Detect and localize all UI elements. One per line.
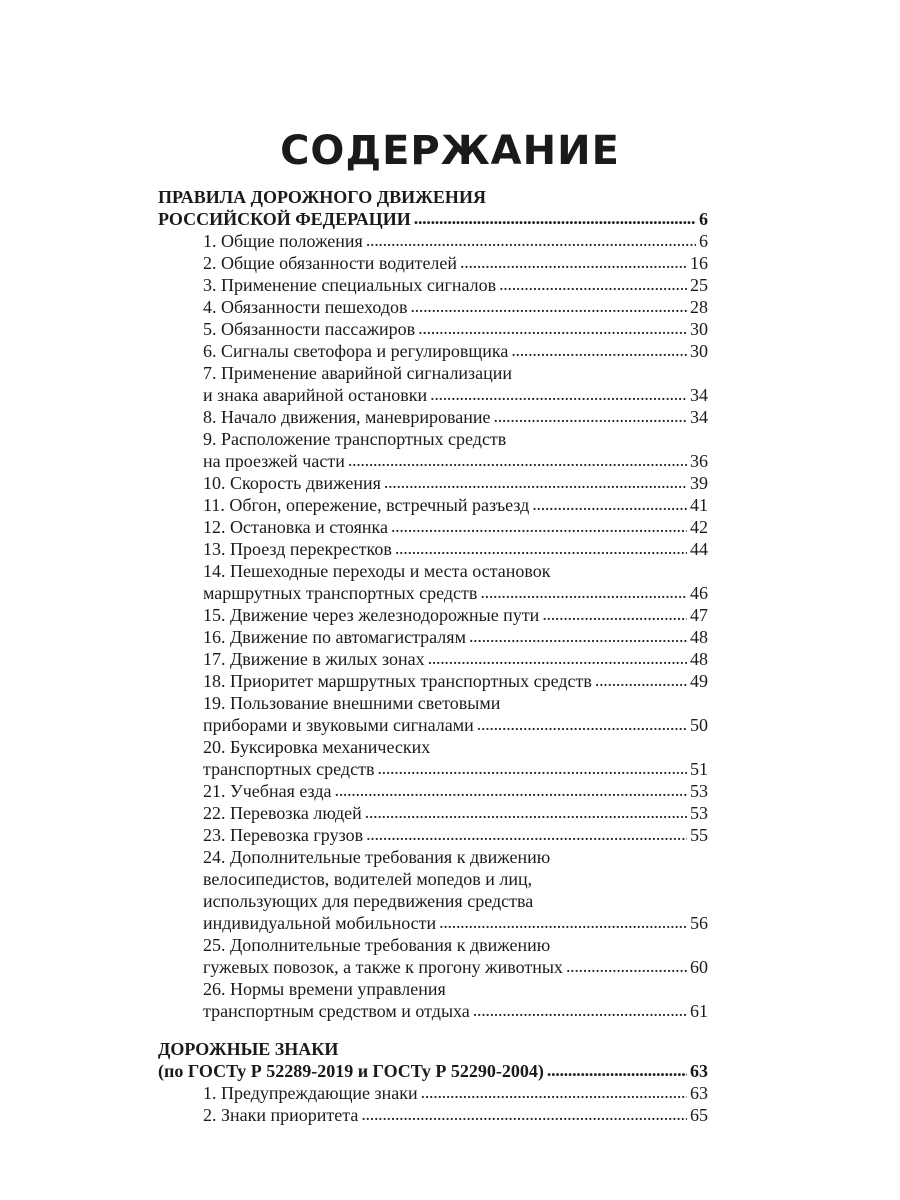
toc-entry-line bbox=[158, 560, 708, 582]
section-heading bbox=[158, 1038, 708, 1060]
toc-entry-line bbox=[158, 362, 708, 384]
toc-entry-text: 5. Обязанности пассажиров bbox=[203, 319, 416, 339]
page-number: 53 bbox=[690, 803, 708, 823]
toc-entry-text: и знака аварийной остановки bbox=[203, 385, 428, 405]
toc-line-text: 26. Нормы времени управления bbox=[203, 979, 446, 999]
dot-leader bbox=[595, 670, 687, 691]
toc-entry[interactable] bbox=[158, 230, 708, 252]
dot-leader bbox=[428, 648, 687, 669]
toc-line-text: 24. Дополнительные требования к движению bbox=[203, 847, 551, 867]
toc-line-text: использующих для передвижения средства bbox=[203, 891, 534, 911]
toc-entry-text: на проезжей части bbox=[203, 451, 345, 471]
toc-line-text: велосипедистов, водителей мопедов и лиц, bbox=[203, 869, 533, 889]
page-number: 6 bbox=[699, 231, 708, 251]
toc-entry-text: индивидуальной мобильности bbox=[203, 913, 437, 933]
toc-entry-text: транспортным средством и отдыха bbox=[203, 1001, 470, 1021]
toc-entry[interactable] bbox=[158, 538, 708, 560]
dot-leader bbox=[430, 384, 687, 405]
toc-entry[interactable] bbox=[158, 296, 708, 318]
toc-line-text: 7. Применение аварийной сигнализации bbox=[203, 363, 513, 383]
page-number: 48 bbox=[690, 649, 708, 669]
toc-entry[interactable] bbox=[158, 670, 708, 692]
page-number: 46 bbox=[690, 583, 708, 603]
toc-entry-text: 11. Обгон, опережение, встречный разъезд bbox=[203, 495, 530, 515]
dot-leader bbox=[395, 538, 687, 559]
toc-entry-line bbox=[158, 868, 708, 890]
section-heading-entry[interactable] bbox=[158, 1060, 708, 1082]
toc-entry-text: 21. Учебная езда bbox=[203, 781, 332, 801]
toc-entry-text: 1. Общие положения bbox=[203, 231, 363, 251]
toc-entry-text: (по ГОСТу Р 52289-2019 и ГОСТу Р 52290-2004) bbox=[158, 1061, 544, 1081]
toc-entry-line bbox=[158, 890, 708, 912]
toc-line-text: ДОРОЖНЫЕ ЗНАКИ bbox=[158, 1039, 339, 1059]
dot-leader bbox=[410, 296, 687, 317]
dot-leader bbox=[414, 208, 696, 229]
dot-leader bbox=[477, 714, 687, 735]
page-number: 25 bbox=[690, 275, 708, 295]
toc-entry-text: 12. Остановка и стоянка bbox=[203, 517, 388, 537]
toc-entry[interactable] bbox=[158, 802, 708, 824]
toc-entry-text: гужевых повозок, а также к прогону животных bbox=[203, 957, 563, 977]
toc-entry[interactable] bbox=[158, 384, 708, 406]
dot-leader bbox=[532, 494, 687, 515]
page-number: 56 bbox=[690, 913, 708, 933]
toc-entry[interactable] bbox=[158, 824, 708, 846]
toc-entry[interactable] bbox=[158, 450, 708, 472]
toc-entry-text: 8. Начало движения, маневрирование bbox=[203, 407, 491, 427]
toc-entry-text: 13. Проезд перекрестков bbox=[203, 539, 392, 559]
toc-entry-text: 1. Предупреждающие знаки bbox=[203, 1083, 418, 1103]
toc-entry-line bbox=[158, 428, 708, 450]
dot-leader bbox=[365, 802, 687, 823]
dot-leader bbox=[361, 1104, 687, 1125]
toc-entry[interactable] bbox=[158, 1000, 708, 1022]
dot-leader bbox=[335, 780, 688, 801]
toc-entry[interactable] bbox=[158, 582, 708, 604]
page-number: 63 bbox=[690, 1061, 708, 1081]
toc-entry[interactable] bbox=[158, 494, 708, 516]
page-number: 51 bbox=[690, 759, 708, 779]
dot-leader bbox=[418, 318, 687, 339]
page-number: 36 bbox=[690, 451, 708, 471]
toc-entry-text: приборами и звуковыми сигналами bbox=[203, 715, 474, 735]
page-number: 41 bbox=[690, 495, 708, 515]
toc-line-text: 25. Дополнительные требования к движению bbox=[203, 935, 551, 955]
page-number: 16 bbox=[690, 253, 708, 273]
toc-entry-text: 6. Сигналы светофора и регулировщика bbox=[203, 341, 509, 361]
toc-line-text: ПРАВИЛА ДОРОЖНОГО ДВИЖЕНИЯ bbox=[158, 187, 486, 207]
toc-entry[interactable] bbox=[158, 780, 708, 802]
toc-entry[interactable] bbox=[158, 318, 708, 340]
dot-leader bbox=[384, 472, 687, 493]
toc-entry[interactable] bbox=[158, 604, 708, 626]
section-spacer bbox=[158, 1022, 708, 1038]
page-number: 65 bbox=[690, 1105, 708, 1125]
toc-entry-text: 17. Движение в жилых зонах bbox=[203, 649, 425, 669]
toc-entry[interactable] bbox=[158, 714, 708, 736]
section-heading-entry[interactable] bbox=[158, 208, 708, 230]
page-number: 44 bbox=[690, 539, 708, 559]
toc-entry-line bbox=[158, 846, 708, 868]
toc-entry[interactable] bbox=[158, 626, 708, 648]
toc-line-text: 14. Пешеходные переходы и места остановок bbox=[203, 561, 551, 581]
page-number: 34 bbox=[690, 385, 708, 405]
toc-entry[interactable] bbox=[158, 1104, 708, 1126]
toc-entry-text: 16. Движение по автомагистралям bbox=[203, 627, 466, 647]
page-number: 49 bbox=[690, 671, 708, 691]
toc-entry-text: 2. Знаки приоритета bbox=[203, 1105, 359, 1125]
dot-leader bbox=[391, 516, 687, 537]
page-number: 53 bbox=[690, 781, 708, 801]
toc-entry-line bbox=[158, 692, 708, 714]
dot-leader bbox=[480, 582, 687, 603]
page-number: 60 bbox=[690, 957, 708, 977]
dot-leader bbox=[460, 252, 687, 273]
toc-entry-text: 2. Общие обязанности водителей bbox=[203, 253, 458, 273]
toc-entry[interactable] bbox=[158, 340, 708, 362]
dot-leader bbox=[366, 230, 696, 251]
page-number: 61 bbox=[690, 1001, 708, 1021]
toc-entry-line bbox=[158, 736, 708, 758]
toc-entry-text: 23. Перевозка грузов bbox=[203, 825, 364, 845]
toc-entry[interactable] bbox=[158, 956, 708, 978]
page-number: 34 bbox=[690, 407, 708, 427]
page-number: 42 bbox=[690, 517, 708, 537]
toc-entry[interactable] bbox=[158, 1082, 708, 1104]
toc-entry-text: 10. Скорость движения bbox=[203, 473, 381, 493]
page-number: 55 bbox=[690, 825, 708, 845]
toc-entry-text: РОССИЙСКОЙ ФЕДЕРАЦИИ bbox=[158, 209, 411, 229]
dot-leader bbox=[566, 956, 687, 977]
dot-leader bbox=[469, 626, 687, 647]
page-number: 50 bbox=[690, 715, 708, 735]
page-number: 47 bbox=[690, 605, 708, 625]
table-of-contents bbox=[158, 186, 708, 1126]
toc-entry-text: транспортных средств bbox=[203, 759, 375, 779]
dot-leader bbox=[348, 450, 687, 471]
toc-entry[interactable] bbox=[158, 472, 708, 494]
page-number: 39 bbox=[690, 473, 708, 493]
page-number: 30 bbox=[690, 319, 708, 339]
dot-leader bbox=[421, 1082, 687, 1103]
toc-entry[interactable] bbox=[158, 758, 708, 780]
toc-entry[interactable] bbox=[158, 406, 708, 428]
section-heading bbox=[158, 186, 708, 208]
toc-entry[interactable] bbox=[158, 912, 708, 934]
toc-entry[interactable] bbox=[158, 252, 708, 274]
dot-leader bbox=[439, 912, 687, 933]
page-number: 30 bbox=[690, 341, 708, 361]
toc-line-text: 20. Буксировка механических bbox=[203, 737, 431, 757]
page-number: 6 bbox=[699, 209, 708, 229]
toc-line-text: 9. Расположение транспортных средств bbox=[203, 429, 507, 449]
toc-entry-text: 15. Движение через железнодорожные пути bbox=[203, 605, 540, 625]
toc-entry[interactable] bbox=[158, 274, 708, 296]
dot-leader bbox=[547, 1060, 687, 1081]
toc-entry-text: маршрутных транспортных средств bbox=[203, 583, 478, 603]
toc-entry-line bbox=[158, 978, 708, 1000]
toc-entry-line bbox=[158, 934, 708, 956]
toc-line-text: 19. Пользование внешними световыми bbox=[203, 693, 501, 713]
dot-leader bbox=[499, 274, 687, 295]
toc-entry-text: 18. Приоритет маршрутных транспортных средств bbox=[203, 671, 592, 691]
page-title: СОДЕРЖАНИЕ bbox=[280, 128, 620, 174]
dot-leader bbox=[511, 340, 687, 361]
dot-leader bbox=[473, 1000, 687, 1021]
page-number: 48 bbox=[690, 627, 708, 647]
dot-leader bbox=[542, 604, 687, 625]
dot-leader bbox=[494, 406, 688, 427]
toc-entry-text: 4. Обязанности пешеходов bbox=[203, 297, 408, 317]
toc-entry[interactable] bbox=[158, 648, 708, 670]
dot-leader bbox=[377, 758, 687, 779]
dot-leader bbox=[366, 824, 687, 845]
page-number: 63 bbox=[690, 1083, 708, 1103]
page-number: 28 bbox=[690, 297, 708, 317]
toc-entry-text: 22. Перевозка людей bbox=[203, 803, 362, 823]
toc-entry-text: 3. Применение специальных сигналов bbox=[203, 275, 497, 295]
toc-entry[interactable] bbox=[158, 516, 708, 538]
